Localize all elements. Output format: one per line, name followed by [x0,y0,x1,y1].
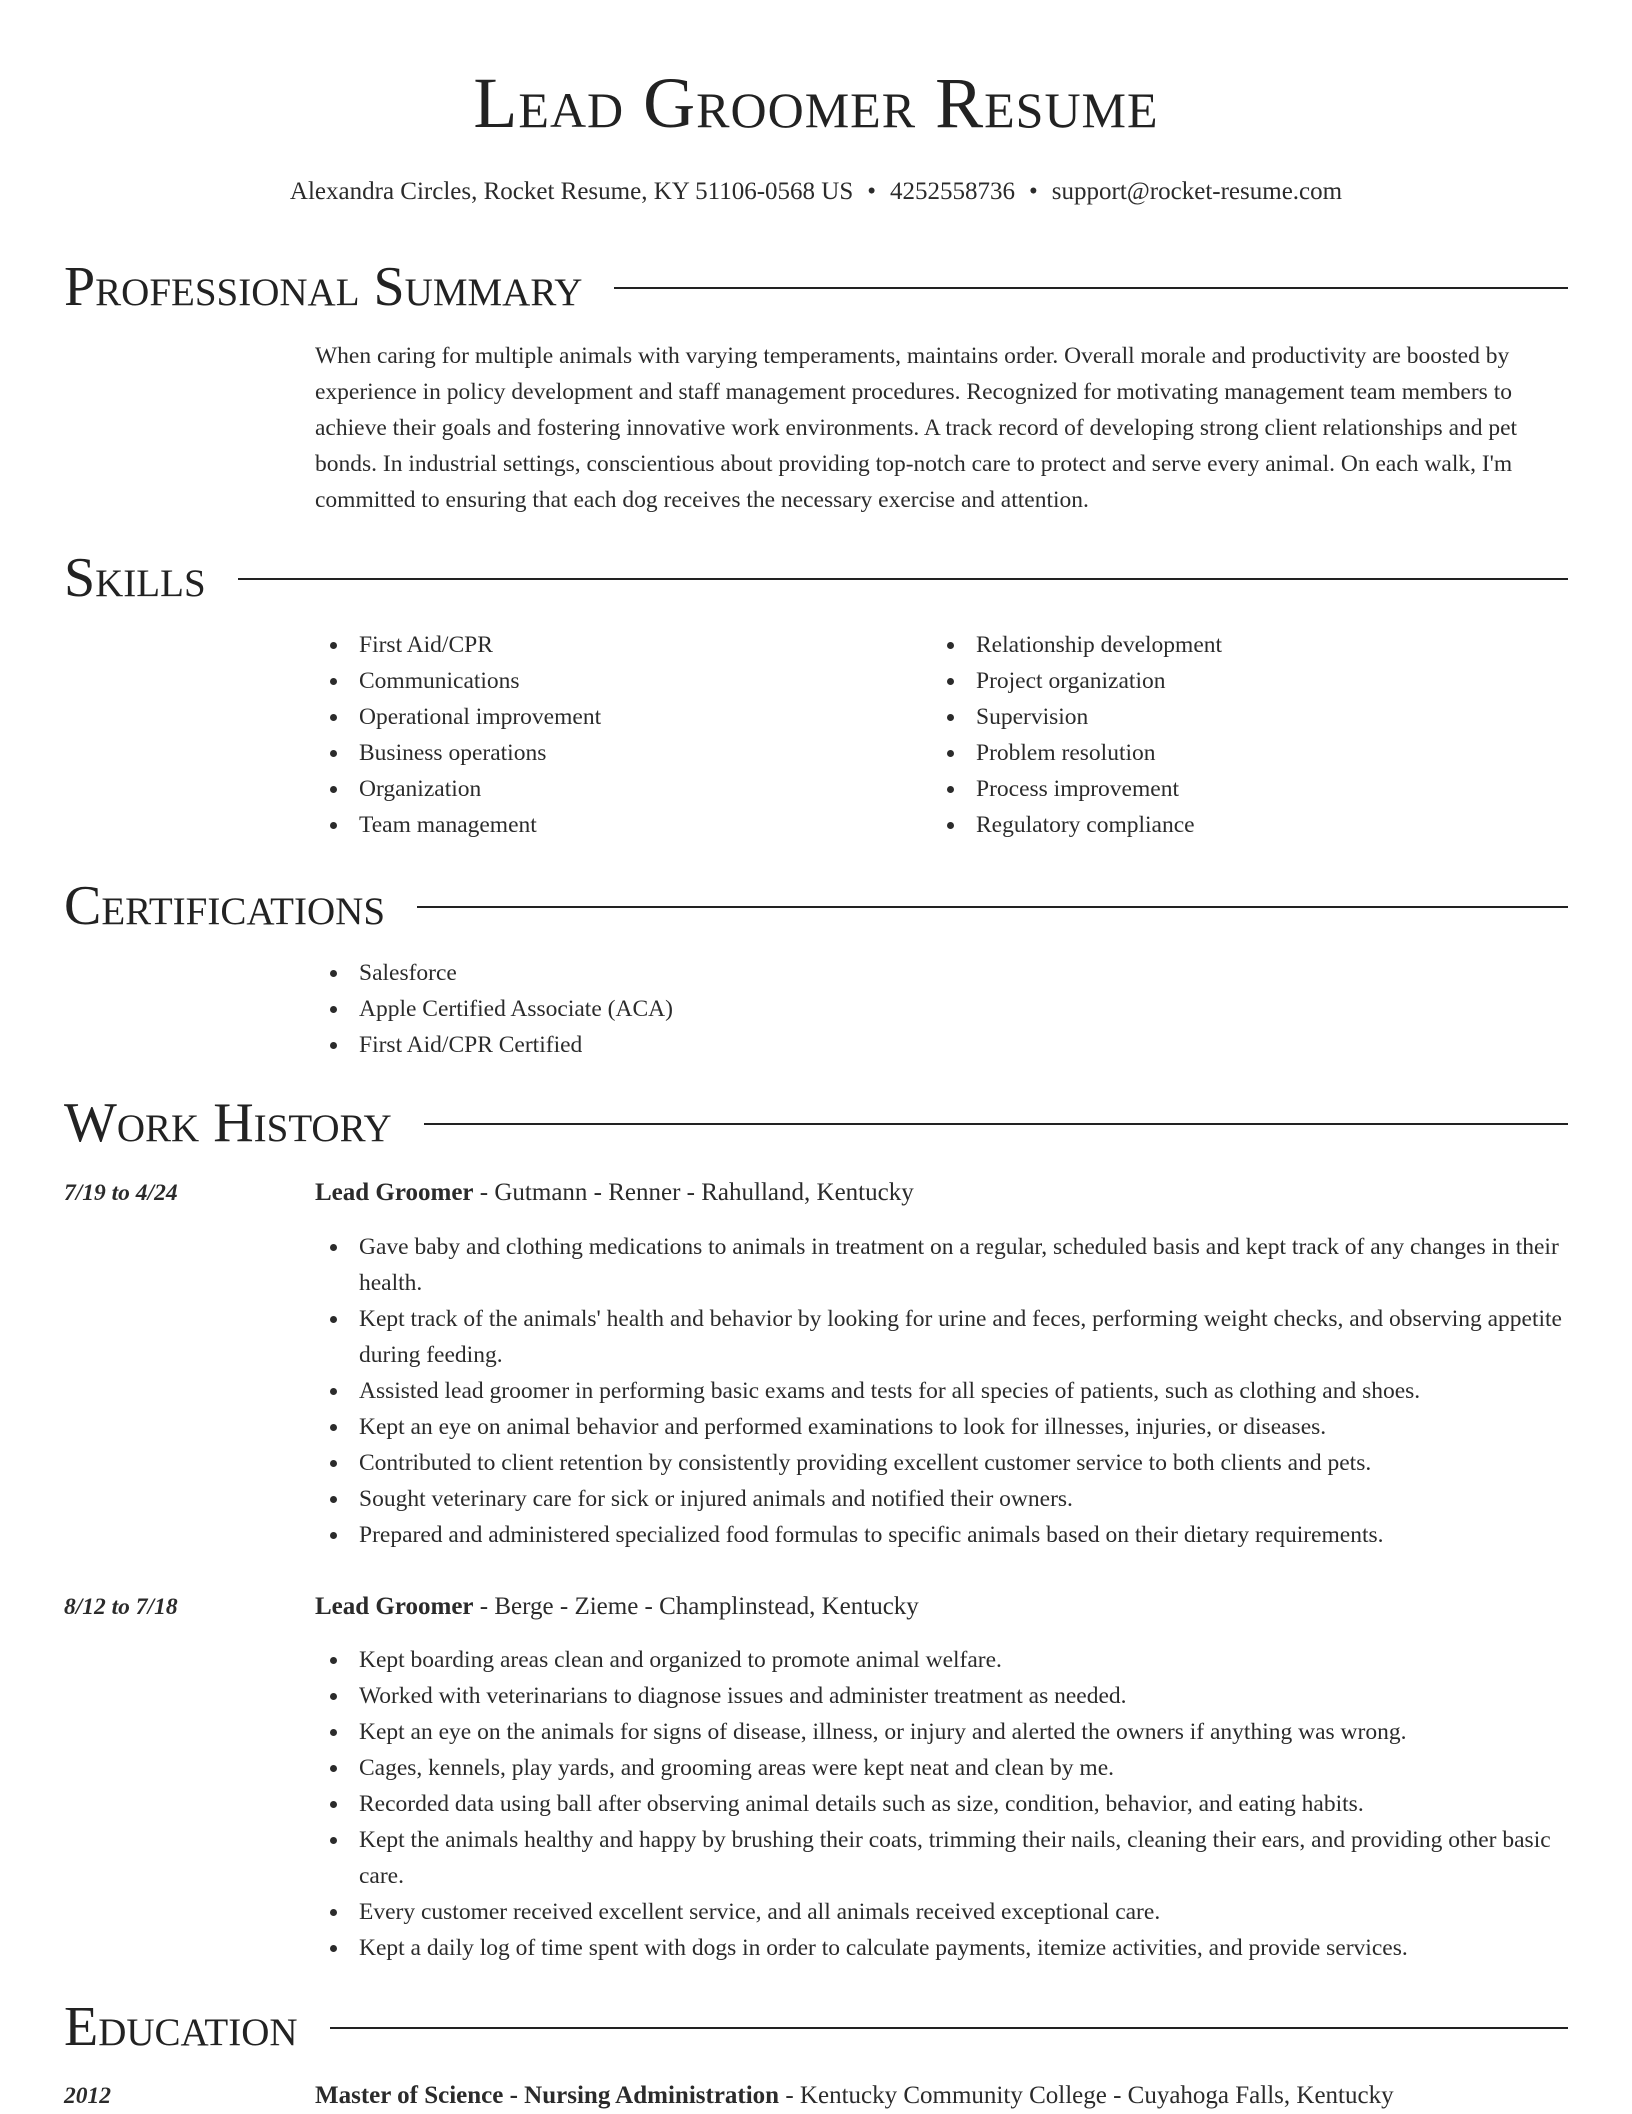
job-heading [315,1589,1565,1625]
education-year: 2012 [64,2083,111,2109]
section-header-summary [64,254,1568,320]
skill-item: Operational improvement [315,699,915,735]
job-duty-item: Kept track of the animals' health and behavior by looking for urine and feces, performing weight checks, and observing appetite during feeding. [315,1301,1565,1373]
job-duties-list [315,1229,1565,1553]
skills-list-right [932,627,1562,843]
skill-item: Communications [315,663,915,699]
job-duty-item: Kept the animals healthy and happy by brushing their coats, trimming their nails, cleaning their ears, and providing other basic care. [315,1822,1565,1894]
job-duty-item: Kept an eye on animal behavior and performed examinations to look for illnesses, injuries, or diseases. [315,1409,1565,1445]
skill-item: First Aid/CPR [315,627,915,663]
job-duty-item: Kept a daily log of time spent with dogs in order to calculate payments, itemize activities, and provide services. [315,1930,1565,1966]
contact-line [0,176,1632,208]
section-divider [417,906,1568,908]
job-dates: 8/12 to 7/18 [64,1594,178,1620]
job-duties-list [315,1642,1565,1966]
job-duty-item: Gave baby and clothing medications to animals in treatment on a regular, scheduled basis and kept track of any changes in their health. [315,1229,1565,1301]
section-header-education [64,1994,1568,2060]
certification-item: First Aid/CPR Certified [315,1027,1565,1063]
contact-phone: 4252558736 [890,178,1016,205]
job-dates: 7/19 to 4/24 [64,1180,178,1206]
skill-item: Business operations [315,735,915,771]
education-heading [315,2078,1565,2114]
section-header-skills [64,545,1568,611]
resume-title: Lead Groomer Resume [473,63,1159,143]
education-school: - Kentucky Community College - Cuyahoga Falls, Kentucky [779,2082,1394,2109]
education-degree: Master of Science - Nursing Administration [315,2082,780,2109]
skill-item: Relationship development [932,627,1562,663]
section-title-skills: Skills [64,547,206,609]
contact-separator: • [1029,178,1038,205]
job-title: Lead Groomer [315,1179,474,1206]
skill-item: Problem resolution [932,735,1562,771]
section-title-work-history: Work History [64,1092,392,1154]
skills-list-left [315,627,915,843]
section-divider [238,578,1568,580]
skill-item: Organization [315,771,915,807]
section-divider [424,1123,1568,1125]
job-duty-item: Kept boarding areas clean and organized to promote animal welfare. [315,1642,1565,1678]
skill-item: Supervision [932,699,1562,735]
contact-email[interactable]: support@rocket-resume.com [1051,178,1343,205]
section-divider [330,2027,1568,2029]
job-duty-item: Every customer received excellent service, and all animals received exceptional care. [315,1894,1565,1930]
job-duty-item: Contributed to client retention by consistently providing excellent customer service to both clients and pets. [315,1445,1565,1481]
job-duty-item: Prepared and administered specialized food formulas to specific animals based on their dietary requirements. [315,1517,1565,1553]
certifications-list [315,955,1565,1063]
contact-separator: • [867,178,877,205]
section-header-certifications [64,873,1568,939]
section-title-certifications: Certifications [64,875,386,937]
section-title-education: Education [64,1996,298,2058]
job-employer: - Gutmann - Renner - Rahulland, Kentucky [473,1179,914,1206]
job-duty-item: Worked with veterinarians to diagnose issues and administer treatment as needed. [315,1678,1565,1714]
skill-item: Regulatory compliance [932,807,1562,843]
section-divider [614,287,1568,289]
job-duty-item: Cages, kennels, play yards, and grooming areas were kept neat and clean by me. [315,1750,1565,1786]
skill-item: Project organization [932,663,1562,699]
certification-item: Apple Certified Associate (ACA) [315,991,1565,1027]
section-title-summary: Professional Summary [64,256,583,318]
summary-text: When caring for multiple animals with varying temperaments, maintains order. Overall morale and productivity are boosted by experience in policy development and staff management procedures. Recognized for motivating management team members to achieve their goals and fostering innovative work environments. A track record of developing strong client relationships and pet bonds. In industrial settings, conscientious about providing top-notch care to protect and serve every animal. On each walk, I'm committed to ensuring that each dog receives the necessary exercise and attention. [315,343,1518,513]
section-header-work-history [64,1090,1568,1156]
job-title: Lead Groomer [315,1593,474,1620]
skill-item: Process improvement [932,771,1562,807]
job-employer: - Berge - Zieme - Champlinstead, Kentucky [473,1593,919,1620]
contact-address: Alexandra Circles, Rocket Resume, KY 51106-0568 US [289,178,854,205]
job-duty-item: Sought veterinary care for sick or injured animals and notified their owners. [315,1481,1565,1517]
job-duty-item: Recorded data using ball after observing animal details such as size, condition, behavior, and eating habits. [315,1786,1565,1822]
certification-item: Salesforce [315,955,1565,991]
job-heading [315,1175,1565,1211]
job-duty-item: Kept an eye on the animals for signs of disease, illness, or injury and alerted the owners if anything was wrong. [315,1714,1565,1750]
skill-item: Team management [315,807,915,843]
job-duty-item: Assisted lead groomer in performing basic exams and tests for all species of patients, such as clothing and shoes. [315,1373,1565,1409]
